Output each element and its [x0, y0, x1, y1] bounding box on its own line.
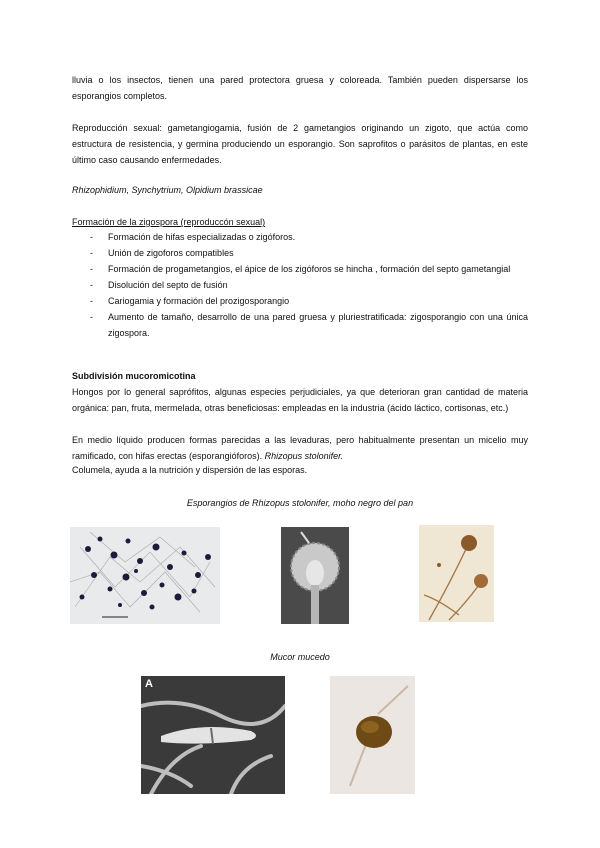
list-item: - Formación de progametangios, el ápice de los zigóforos se hincha , formación del septo gametangial [90, 261, 528, 277]
species-examples: Rhizophidium, Synchytrium, Olpidium brassicae [72, 185, 263, 195]
paragraph-liquid-medium [72, 432, 528, 464]
sporangiophore-image [419, 525, 494, 622]
mucor-hyphae-sem-photo [141, 676, 285, 794]
list-item: - Aumento de tamaño, desarrollo de una pared gruesa y pluriestratificada: zigosporangio con una única zigospora. [90, 309, 528, 341]
list-item: - Cariogamia y formación del prozigosporangio [90, 293, 528, 309]
zygospore-micrograph [330, 676, 415, 794]
paragraph-mucor-description: Hongos por lo general saprófitos, algunas especies perjudiciales, ya que deterioran gran cantidad de materia orgánica: pan, fruta, mermelada, otras beneficiosas: empleadas en la industria (ácido láctico, cortisonas, etc.) [72, 387, 528, 413]
list-item: - Unión de zigoforos compatibles [90, 245, 528, 261]
mucoromicotina-heading: Subdivisión mucoromicotina [72, 371, 196, 381]
paragraph-dispersal: lluvia o los insectos, tienen una pared protectora gruesa y coloreada. También pueden dispersarse los esporangios completos. [72, 75, 528, 101]
caption-mucor: Mucor mucedo [270, 652, 330, 662]
caption-rhizopus: Esporangios de Rhizopus stolonifer, moho negro del pan [186, 498, 414, 508]
rhizopus-sporangia-image [70, 527, 220, 624]
list-item: - Disolución del septo de fusión [90, 277, 528, 293]
zygospore-image [330, 676, 415, 794]
sporangium-sem-image [281, 527, 349, 624]
sporangiophore-micrograph [419, 525, 494, 622]
paragraph-sexual-reproduction: Reproducción sexual: gametangiogamia, fusión de 2 gametangios originando un zigoto, que actúa como estructura de resistencia, y germina produciendo un esporangio. Son saprofitos o parásitos de plantas, en este último caso causando enfermedades. [72, 123, 528, 165]
zigospora-steps-list [90, 229, 528, 341]
paragraph-columela: Columela, ayuda a la nutrición y dispersión de las esporas. [72, 465, 308, 475]
rhizopus-name: Rhizopus stolonifer. [264, 451, 344, 461]
rhizopus-sporangia-photo [70, 527, 220, 624]
mucor-hyphae-image [141, 676, 285, 794]
liquid-medium-text: En medio líquido producen formas parecidas a las levaduras, pero habitualmente presentan un micelio muy ramificado, con hifas erectas (esporangióforos). [72, 435, 528, 461]
zigospora-heading: Formación de la zigospora (reproduccón sexual) [72, 217, 266, 227]
panel-label: A [145, 678, 153, 690]
sporangium-sem-photo [281, 527, 349, 624]
list-item: - Formación de hifas especializadas o zigóforos. [90, 229, 528, 245]
